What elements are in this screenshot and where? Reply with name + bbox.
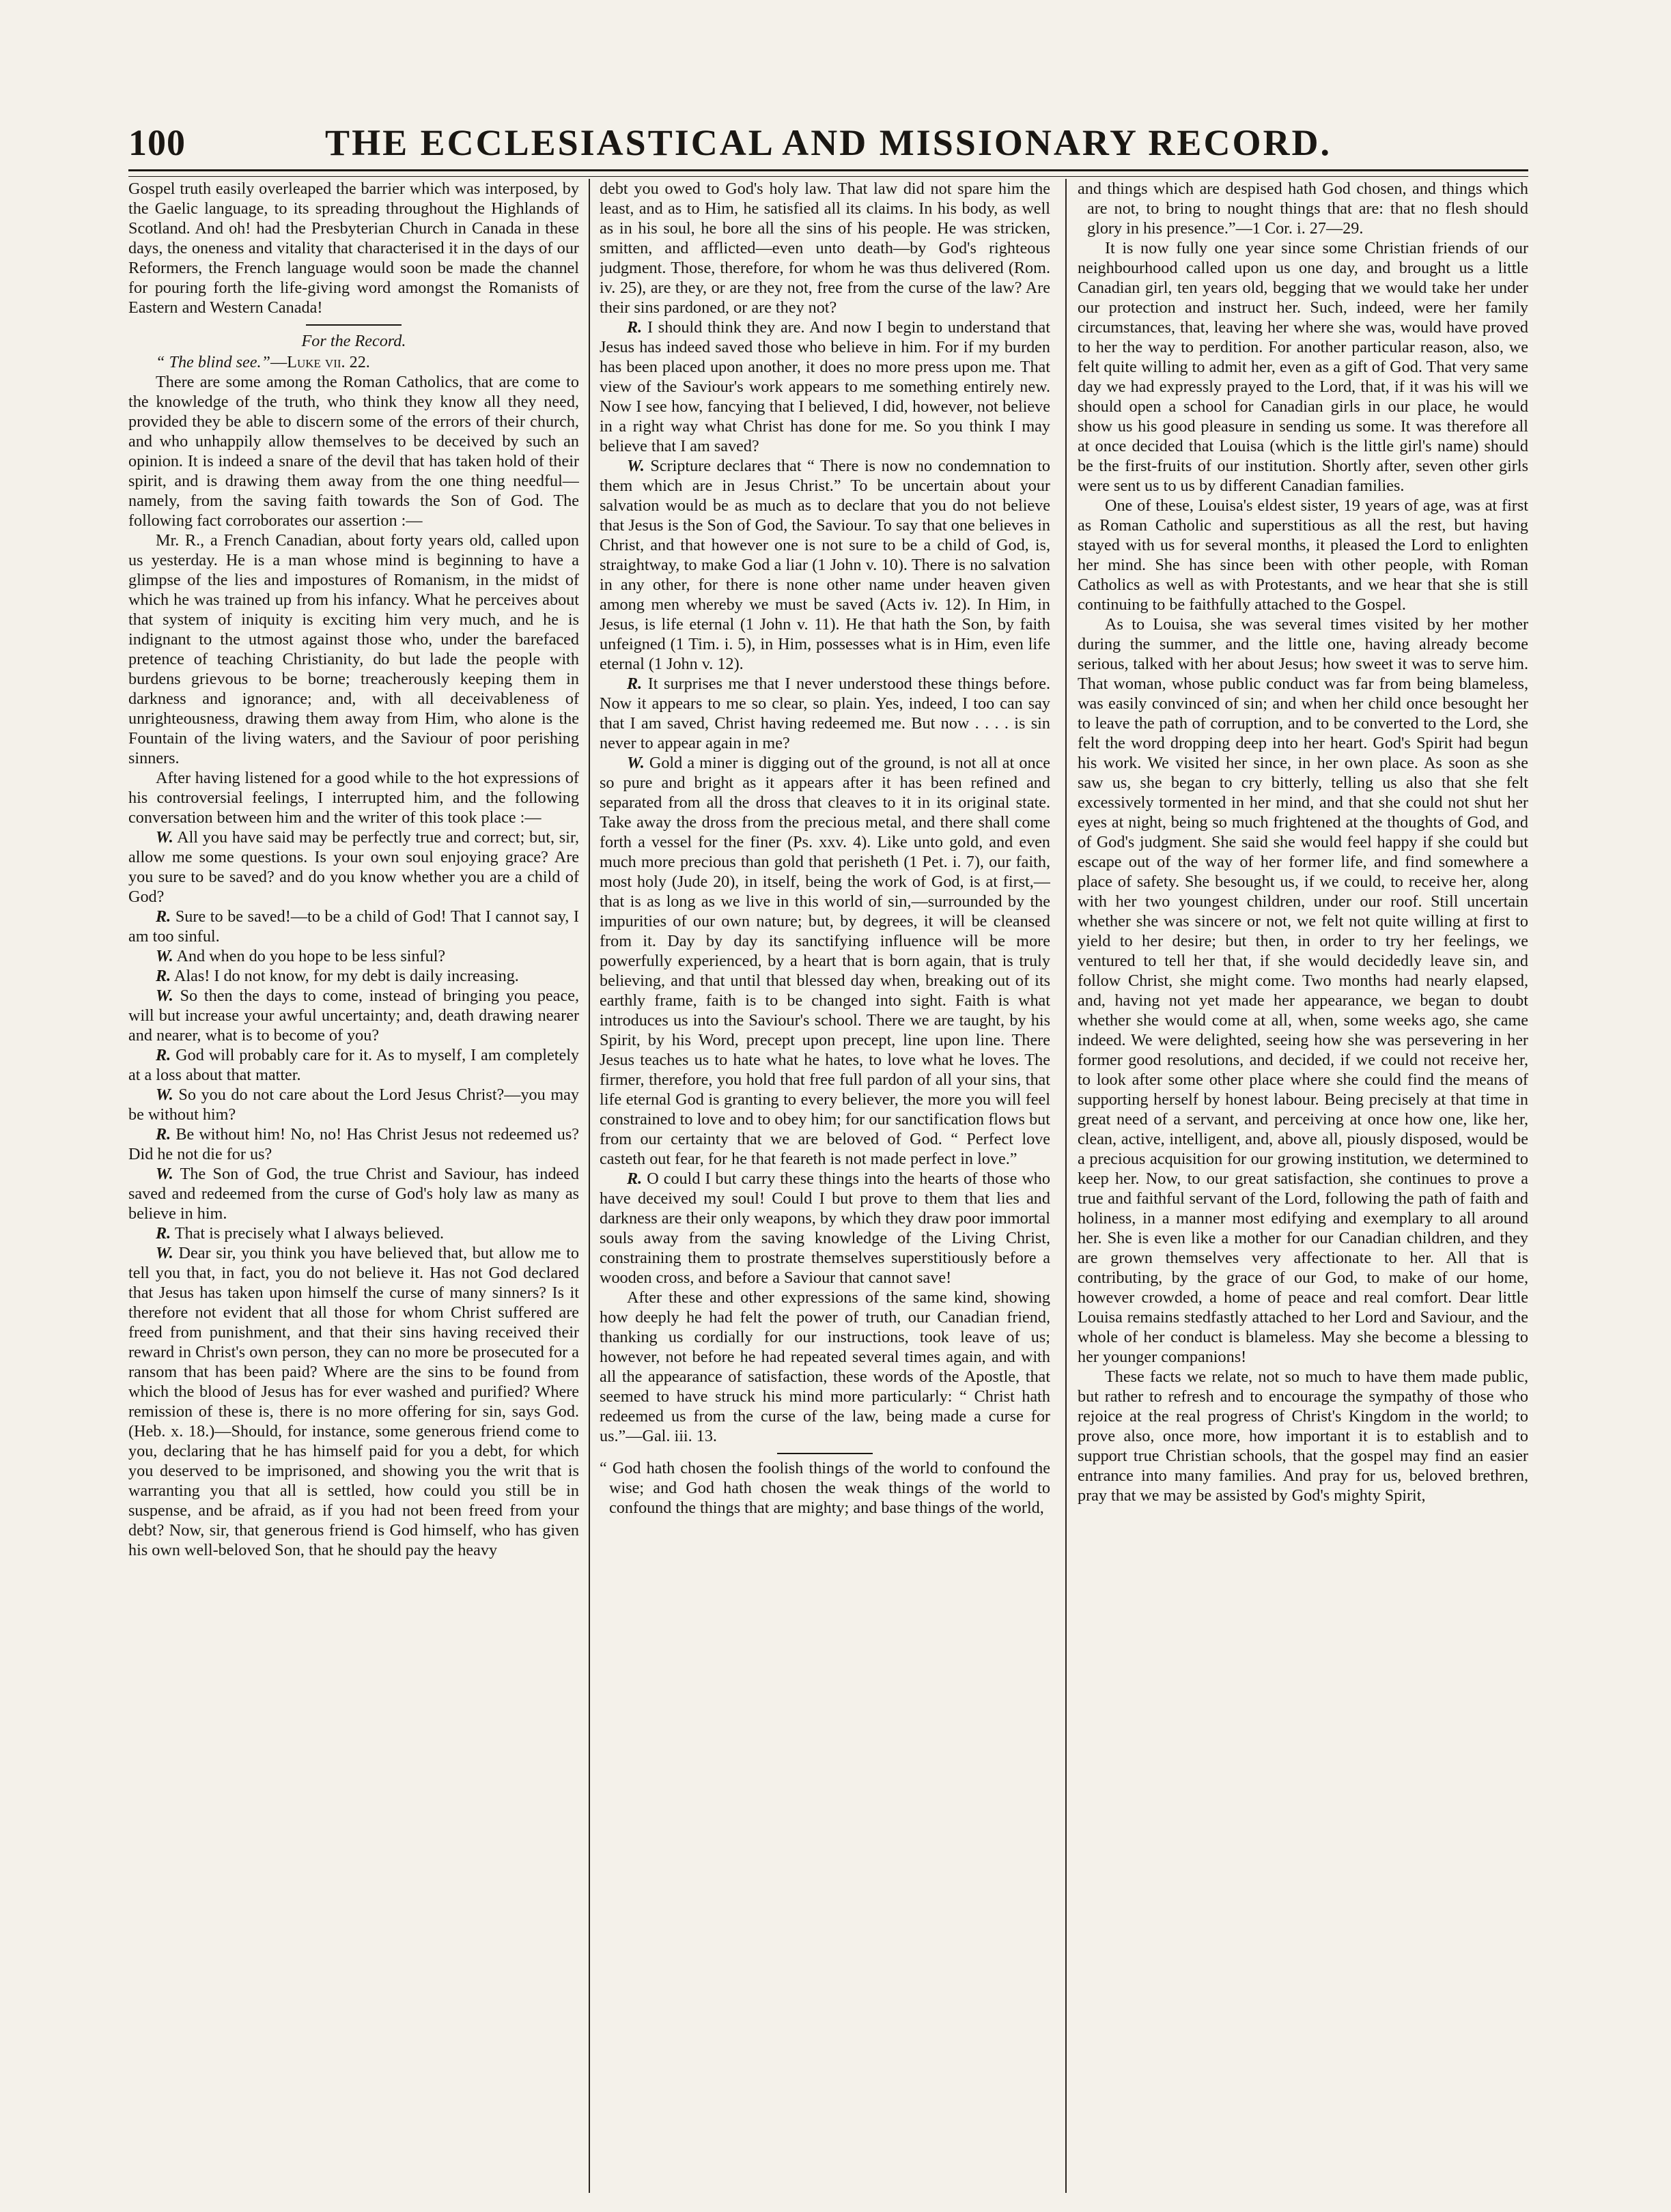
dialogue-line — [600, 317, 1050, 456]
column-1 — [128, 179, 579, 2193]
dialogue-text: Dear sir, you think you have believed that, but allow me to tell you that, in fact, you do not believe it. Has not God declared that Jesus has taken upon himself the curse of many sinners? Is it therefore not evident that all those for whom Christ suffered are freed from punishment, and that their sins having received their reward in Christ's own person, they can no more be prosecuted for a ransom that has been paid? Where are the sins to be found from which the blood of Jesus has for ever washed and purified? Where remission of these is, there is no more offering for sin, says God. (Heb. x. 18.)—Should, for instance, some generous friend come to you, declaring that he has himself paid for you a debt, for which you deserved to be imprisoned, and showing you the writ that is warranting you that all is settled, how could you still be in suspense, and be afraid, as if you had not been freed from your debt? Now, sir, that generous friend is God himself, who has given his own well-beloved Son, that he should pay the heavy — [128, 1244, 579, 1559]
page-number: 100 — [128, 122, 186, 163]
dialogue-line — [128, 1085, 579, 1124]
dialogue-text: Alas! I do not know, for my debt is daily increasing. — [173, 967, 519, 985]
dialogue-line — [128, 966, 579, 986]
dialogue-text: It surprises me that I never understood these things before. Now it appears to me so clear, so plain. Yes, indeed, I too can say that I am saved, Christ having redeemed me. But now . . . . is sin never to appear again in me? — [600, 675, 1050, 752]
paragraph: There are some among the Roman Catholics, that are come to the knowledge of the truth, who think they know all they need, provided they be able to discern some of the errors of their church, and who unhappily allow themselves to be deceived by such an opinion. It is indeed a snare of the devil that has taken hold of their spirit, and is drawing them away from the one thing needful—namely, from the saving faith towards the Son of God. The following fact corroborates our assertion :— — [128, 373, 579, 530]
dialogue-text: O could I but carry these things into the hearts of those who have deceived my soul! Could I but prove to them that lies and darkness are their only weapons, by which they draw poor immortal souls away from the saving knowledge of the Living Christ, constraining them to prostrate themselves superstitiously before a wooden cross, and before a Saviour that cannot save! — [600, 1169, 1050, 1287]
dialogue-text: That is precisely what I always believed. — [174, 1224, 445, 1243]
column-3 — [1078, 179, 1528, 2193]
page-header — [128, 122, 1528, 169]
dialogue-text: Gold a miner is digging out of the ground, is not all at once so pure and bright as it appears after it has been refined and separated from all the dross that cleaves to it in its original state. Take away the dross from the precious metal, and there shall come forth a vessel for the finer (Ps. xxv. 4). Like unto gold, and even much more precious than gold that perisheth (1 Pet. i. 7), our faith, most holy (Jude 20), in itself, being the work of God, is at first,—that is as long as we live in this world of sin,—surrounded by the impurities of our own nature; but, by degrees, it will be cleansed from it. Day by day its sanctifying influence will be more powerfully experienced, by a heart that is born again, that is truly believing, and that until that blessed day when, breaking out of its earthly frame, faith is to be changed into sight. Faith is what introduces us into the Saviour's school. There we are taught, by his Spirit, by his Word, precept upon precept, line upon line. There Jesus teaches us to hate what he hates, to love what he loves. The firmer, therefore, you hold that free full pardon of all your sins, that life eternal God is granting to every believer, the more you will feel constrained to love and to obey him; for our sanctification flows but from our certainty that we are beloved of God. “ Perfect love casteth out fear, for he that feareth is not made perfect in love.” — [600, 754, 1050, 1168]
speaker: W. — [627, 754, 645, 772]
epigraph — [128, 352, 579, 372]
speaker: R. — [156, 907, 171, 926]
paragraph: debt you owed to God's holy law. That law did not spare him the least, and as to Him, he satisfied all its claims. In his body, as well as in his soul, he bore all the sins of his people. He was stricken, smitten, and afflicted—even unto death—by God's righteous judgment. Those, therefore, for whom he was thus delivered (Rom. iv. 25), are they, or are they not, free from the curse of the law? Are their sins pardoned, or are they not? — [600, 180, 1050, 317]
speaker: W. — [156, 947, 173, 965]
paragraph: After these and other expressions of the same kind, showing how deeply he had felt the power of truth, our Canadian friend, thanking us cordially for our instructions, took leave of us; however, not before he had repeated several times again, and with all the appearance of satisfaction, these words of the Apostle, that seemed to have struck his mind more particularly: “ Christ hath redeemed us from the curse of the law, being made a curse for us.”—Gal. iii. 13. — [600, 1288, 1050, 1445]
paragraph: It is now fully one year since some Christian friends of our neighbourhood called upon us one day, and brought us a little Canadian girl, ten years old, begging that we would take her under our protection and instruct her. Such, indeed, were her family circumstances, that, leaving her where she was, would have proved to her the way to perdition. For another particular reason, also, we felt quite willing to admit her, even as a gift of God. That very same day we had expressly prayed to the Lord, that, if it was his will we should open a school for Canadian girls in our place, he would show us his good pleasure in sending us some. It was therefore all at once decided that Louisa (which is the little girl's name) should be the first-fruits of our institution. Shortly after, seven other girls were sent us to us by different Canadian families. — [1078, 239, 1528, 495]
dialogue-line — [600, 674, 1050, 753]
column-2 — [600, 179, 1050, 2193]
column-divider — [1065, 179, 1067, 2193]
dialogue-line — [128, 1243, 579, 1560]
dialogue-line — [128, 827, 579, 907]
running-title: THE ECCLESIASTICAL AND MISSIONARY RECORD. — [325, 122, 1332, 163]
speaker: W. — [156, 987, 173, 1005]
dialogue-line — [128, 907, 579, 946]
dialogue-line — [600, 753, 1050, 1169]
section-heading: For the Record. — [301, 332, 406, 350]
scripture-quote: “ God hath chosen the foolish things of the world to confound the wise; and God hath chosen the weak things of the world to confound the things that are mighty; and base things of the world, — [600, 1459, 1050, 1517]
epigraph-reference: —Luke vii. 22. — [270, 353, 370, 371]
column-divider — [589, 179, 590, 2193]
dialogue-text: I should think they are. And now I begin to understand that Jesus has indeed saved those who believe in him. For if my burden has been placed upon another, it does no more press upon me. That view of the Saviour's work appears to me something entirely new. Now I see how, fancying that I believed, I did, however, not believe in a right way what Christ has done for me. So you think I may believe that I am saved? — [600, 318, 1050, 455]
header-rule — [128, 169, 1528, 177]
paragraph: Mr. R., a French Canadian, about forty years old, called upon us yesterday. He is a man whose mind is beginning to have a glimpse of the lies and impostures of Romanism, in the midst of which he was trained up from his infancy. What he perceives about that system of iniquity is exciting him very much, and he is indignant to the utmost against those who, under the barefaced pretence of teaching Christianity, do but lade the people with burdens grievous to be borne; treacherously keeping them in darkness and ignorance; and, with all deceivableness of unrighteousness, drawing them away from Him, who alone is the Fountain of the living waters, and the Saviour of poor perishing sinners. — [128, 531, 579, 767]
section-divider — [777, 1453, 873, 1454]
dialogue-line — [128, 1045, 579, 1085]
speaker: R. — [627, 318, 643, 337]
dialogue-text: Sure to be saved!—to be a child of God! That I cannot say, I am too sinful. — [128, 907, 579, 946]
speaker: W. — [156, 1086, 173, 1104]
paragraph: One of these, Louisa's eldest sister, 19 years of age, was at first as Roman Catholic and superstitious as all the rest, but having stayed with us for several months, it pleased the Lord to enlighten her mind. She has since been with other people, with Roman Catholics as well as with Protestants, and we hear that she is still continuing to be faithfully attached to the Gospel. — [1078, 496, 1528, 614]
dialogue-line — [128, 1124, 579, 1164]
dialogue-text: So then the days to come, instead of bringing you peace, will but increase your awful uncertainty; and, death drawing nearer and nearer, what is to become of you? — [128, 987, 579, 1045]
speaker: R. — [156, 1224, 171, 1243]
speaker: W. — [627, 457, 645, 475]
paragraph: These facts we relate, not so much to have them made public, but rather to refresh and to encourage the sympathy of those who rejoice at the real progress of Christ's Kingdom in the world; to prove also, once more, how important it is to establish and to support true Christian schools, that the gospel may find an easier entrance into many families. And pray for us, beloved brethren, pray that we may be assisted by God's mighty Spirit, — [1078, 1367, 1528, 1505]
dialogue-line — [128, 986, 579, 1045]
speaker: R. — [156, 1125, 171, 1144]
epigraph-quote: “ The blind see.” — [156, 353, 270, 371]
dialogue-line — [600, 456, 1050, 674]
scripture-quote-continued: and things which are despised hath God chosen, and things which are not, to bring to nought things that are: that no flesh should glory in his presence.”—1 Cor. i. 27—29. — [1078, 180, 1528, 238]
dialogue-text: All you have said may be perfectly true and correct; but, sir, allow me some questions. Is your own soul enjoying grace? Are you sure to be saved? and do you know whether you are a child of God? — [128, 828, 579, 906]
dialogue-text: Scripture declares that “ There is now no condemnation to them which are in Jesus Christ.” To be uncertain about your salvation would be as much as to declare that you do not believe that Jesus is the Son of God, the Saviour. To say that one believes in Christ, and that however one is not sure to be a child of God, is, straightway, to make God a liar (1 John v. 10). There is no salvation in any other, for there is none other name under heaven given among men whereby we must be saved (Acts iv. 12). In Him, in Jesus, is life eternal (1 John v. 11). He that hath the Son, by faith unfeigned (1 Tim. i. 5), in Him, possesses what is in Him, even life eternal (1 John v. 12). — [600, 457, 1050, 673]
paragraph: After having listened for a good while to the hot expressions of his controversial feelings, I interrupted him, and the following conversation between him and the writer of this took place :— — [128, 769, 579, 827]
dialogue-text: The Son of God, the true Christ and Saviour, has indeed saved and redeemed from the curse of God's holy law as many as believe in him. — [128, 1165, 579, 1223]
speaker: R. — [627, 1169, 643, 1188]
speaker: R. — [156, 1046, 171, 1064]
section-divider — [306, 324, 402, 326]
paragraph: As to Louisa, she was several times visited by her mother during the summer, and the little one, having already become serious, talked with her about Jesus; how sweet it was to serve him. That woman, whose public conduct was far from being blameless, was easily convinced of sin; and when her child once besought her to leave the path of corruption, and to be converted to the Lord, she felt the word dropping deep into her heart. God's Spirit had begun his work. We visited her since, in her own place. As soon as she saw us, she began to cry bitterly, telling us also that she felt excessively tormented in her mind, and that she could not shut her eyes at night, being so much frightened at the thoughts of God, and of God's judgment. She said she would feel happy if she could but escape out of the way of her former life, and find somewhere a place of safety. She besought us, if we could, to receive her, along with her two youngest children, under our roof. Still uncertain whether she was sincere or not, we felt not quite willing at first to yield to her desire; but then, in order to try her feelings, we ventured to tell her that, if she would decidedly leave sin, and follow Christ, she might come. Two months had nearly elapsed, and, having not yet made her appearance, we began to doubt whether she would come at all, when, some weeks ago, she came indeed. We were delighted, seeing how she was persevering in her former good resolutions, and decided, if we could not receive her, to look after some other place where she could find the means of supporting herself by honest labour. Being precisely at that time in great need of a servant, and perceiving at once how one, like her, clean, active, intelligent, and, above all, piously disposed, would be a precious acquisition for our growing institution, we determined to keep her. Now, to our great satisfaction, she continues to prove a true and faithful servant of the Lord, following the path of faith and holiness, in a manner most edifying and exemplary to all around her. She is even like a mother for our Canadian children, and they are grown themselves very affectionate to her. All that is contributing, by the grace of our God, to make of our home, however crowded, a home of peace and real comfort. Dear little Louisa remains stedfastly attached to her Lord and Saviour, and the whole of her conduct is blameless. May she become a blessing to her younger companions! — [1078, 615, 1528, 1366]
paragraph: Gospel truth easily overleaped the barrier which was interposed, by the Gaelic language, to its spreading throughout the Highlands of Scotland. And oh! had the Presbyterian Church in Canada in these days, the oneness and vitality that characterised it in the days of our Reformers, the French language would soon be made the channel for pouring forth the life-giving word amongst the Romanists of Eastern and Western Canada! — [128, 180, 579, 317]
speaker: R. — [627, 675, 643, 693]
dialogue-line — [600, 1169, 1050, 1288]
speaker: W. — [156, 1165, 173, 1183]
dialogue-text: And when do you hope to be less sinful? — [176, 947, 446, 965]
dialogue-text: God will probably care for it. As to myself, I am completely at a loss about that matter. — [128, 1046, 579, 1084]
dialogue-text: So you do not care about the Lord Jesus Christ?—you may be without him? — [128, 1086, 579, 1124]
speaker: W. — [156, 1244, 173, 1262]
dialogue-line — [128, 946, 579, 966]
dialogue-text: Be without him! No, no! Has Christ Jesus not redeemed us? Did he not die for us? — [128, 1125, 579, 1163]
dialogue-line — [128, 1223, 579, 1243]
speaker: R. — [156, 967, 171, 985]
dialogue-line — [128, 1164, 579, 1223]
speaker: W. — [156, 828, 173, 847]
